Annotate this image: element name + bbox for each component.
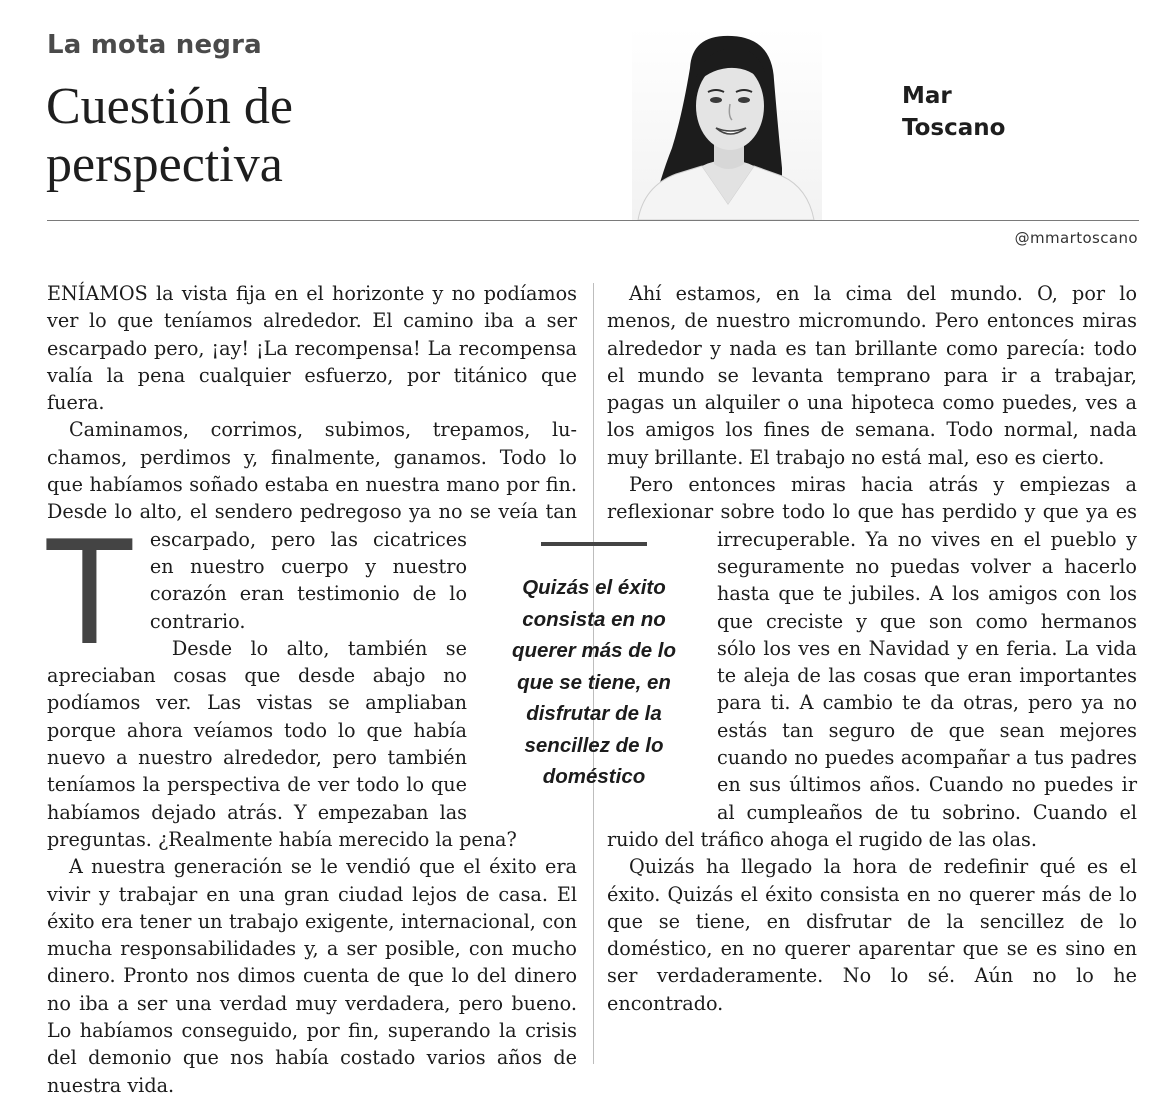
paragraph-3: Desde lo alto, también se apreciaban cosas que desde abajo no podíamos ver. Las vistas se ampliaban porque ahora veíamos todo lo que había nuevo a nuestro alrededor, pero también teníamos la perspectiva de ver todo lo que habíamos dejado atrás. Y empezaban las preguntas. ¿Realmente había merecido la pena? <box>47 636 517 851</box>
author-handle: @mmartoscano <box>1014 229 1138 247</box>
author-name <box>902 80 1005 144</box>
pull-quote-text: Quizás el éxito consista en no querer más de lo que se tiene, en disfrutar de la sencillez de lo doméstico <box>511 576 677 788</box>
pull-quote <box>504 542 684 793</box>
author-photo <box>632 28 822 220</box>
article-column-left <box>43 280 577 1099</box>
paragraph-2: Caminamos, corrimos, subimos, trepamos, luchamos, perdimos y, finalmente, ganamos. Todo lo que habíamos soñado estaba en nuestra mano por fin. Desde lo alto, el sendero pedregoso ya no se veía tan escarpado, pero las cicatrices en nuestro cuerpo y nuestro corazón eran testimonio de lo contrario. <box>47 418 577 633</box>
pull-quote-bar <box>541 542 647 546</box>
article-column-right <box>607 280 1137 1017</box>
paragraph-6: Pero entonces miras hacia atrás y empiezas a reflexionar sobre todo lo que has perdido y que ya es irrecuperable. Ya no vives en el pueblo y seguramente no puedas volver a hacerlo hasta que te jubiles. A los amigos con los que creciste y que son como hermanos sólo los ves en Navidad y en feria. La vida te aleja de las cosas que eran importantes para ti. A cambio te da otras, pero ya no estás tan seguro de que sean mejores cuando no puedes acompañar a tus padres en sus últimos años. Cuando no puedes ir al cumpleaños de tu sobrino. Cuando el ruido del tráfico ahoga el rugido de las olas. <box>607 473 1137 851</box>
paragraph-5: Ahí estamos, en la cima del mundo. O, por lo menos, de nuestro micromundo. Pero entonces miras alrededor y nada es tan brillante como parecía: todo el mundo se levanta temprano para ir a trabajar, pagas un alquiler o una hipoteca como puedes, ves a los amigos los fines de semana. Todo normal, nada muy brillante. El trabajo no está mal, eso es cierto. <box>607 282 1137 469</box>
headline-line-2: perspectiva <box>46 136 283 193</box>
paragraph-7: Quizás ha llegado la hora de redefinir qué es el éxito. Quizás el éxito consista en no querer más de lo que se tiene, en disfrutar de la sencillez de lo doméstico, en no querer aparentar que se es sino en ser verdaderamente. No lo sé. Aún no lo he encontrado. <box>607 855 1137 1015</box>
paragraph-1: T ENÍAMOS la vista fija en el horizonte y no podíamos ver lo que teníamos alrededor. El camino iba a ser escarpado pero, ¡ay! ¡La recompensa! La recompensa valía la pena cualquier esfuerzo, por titánico que fuera. <box>43 282 577 676</box>
paragraph-4: A nuestra generación se le vendió que el éxito era vivir y trabajar en una gran ciudad lejos de casa. El éxito era tener un trabajo exigente, internacional, con mucha responsabilidades y, a ser posible, con mucho dinero. Pronto nos dimos cuenta de que lo del dinero no iba a ser una verdad muy verdadera, pero bueno. Lo habíamos conseguido, por fin, superando la crisis del demonio que nos había costado varios años de nuestra vida. <box>47 855 577 1097</box>
author-last-name: Toscano <box>902 115 1006 141</box>
headline-line-1: Cuestión de <box>46 78 293 135</box>
headline <box>46 78 293 194</box>
section-label: La mota negra <box>47 30 262 60</box>
drop-cap: T <box>43 506 136 676</box>
header-divider <box>47 220 1139 221</box>
author-first-name: Mar <box>902 83 952 109</box>
